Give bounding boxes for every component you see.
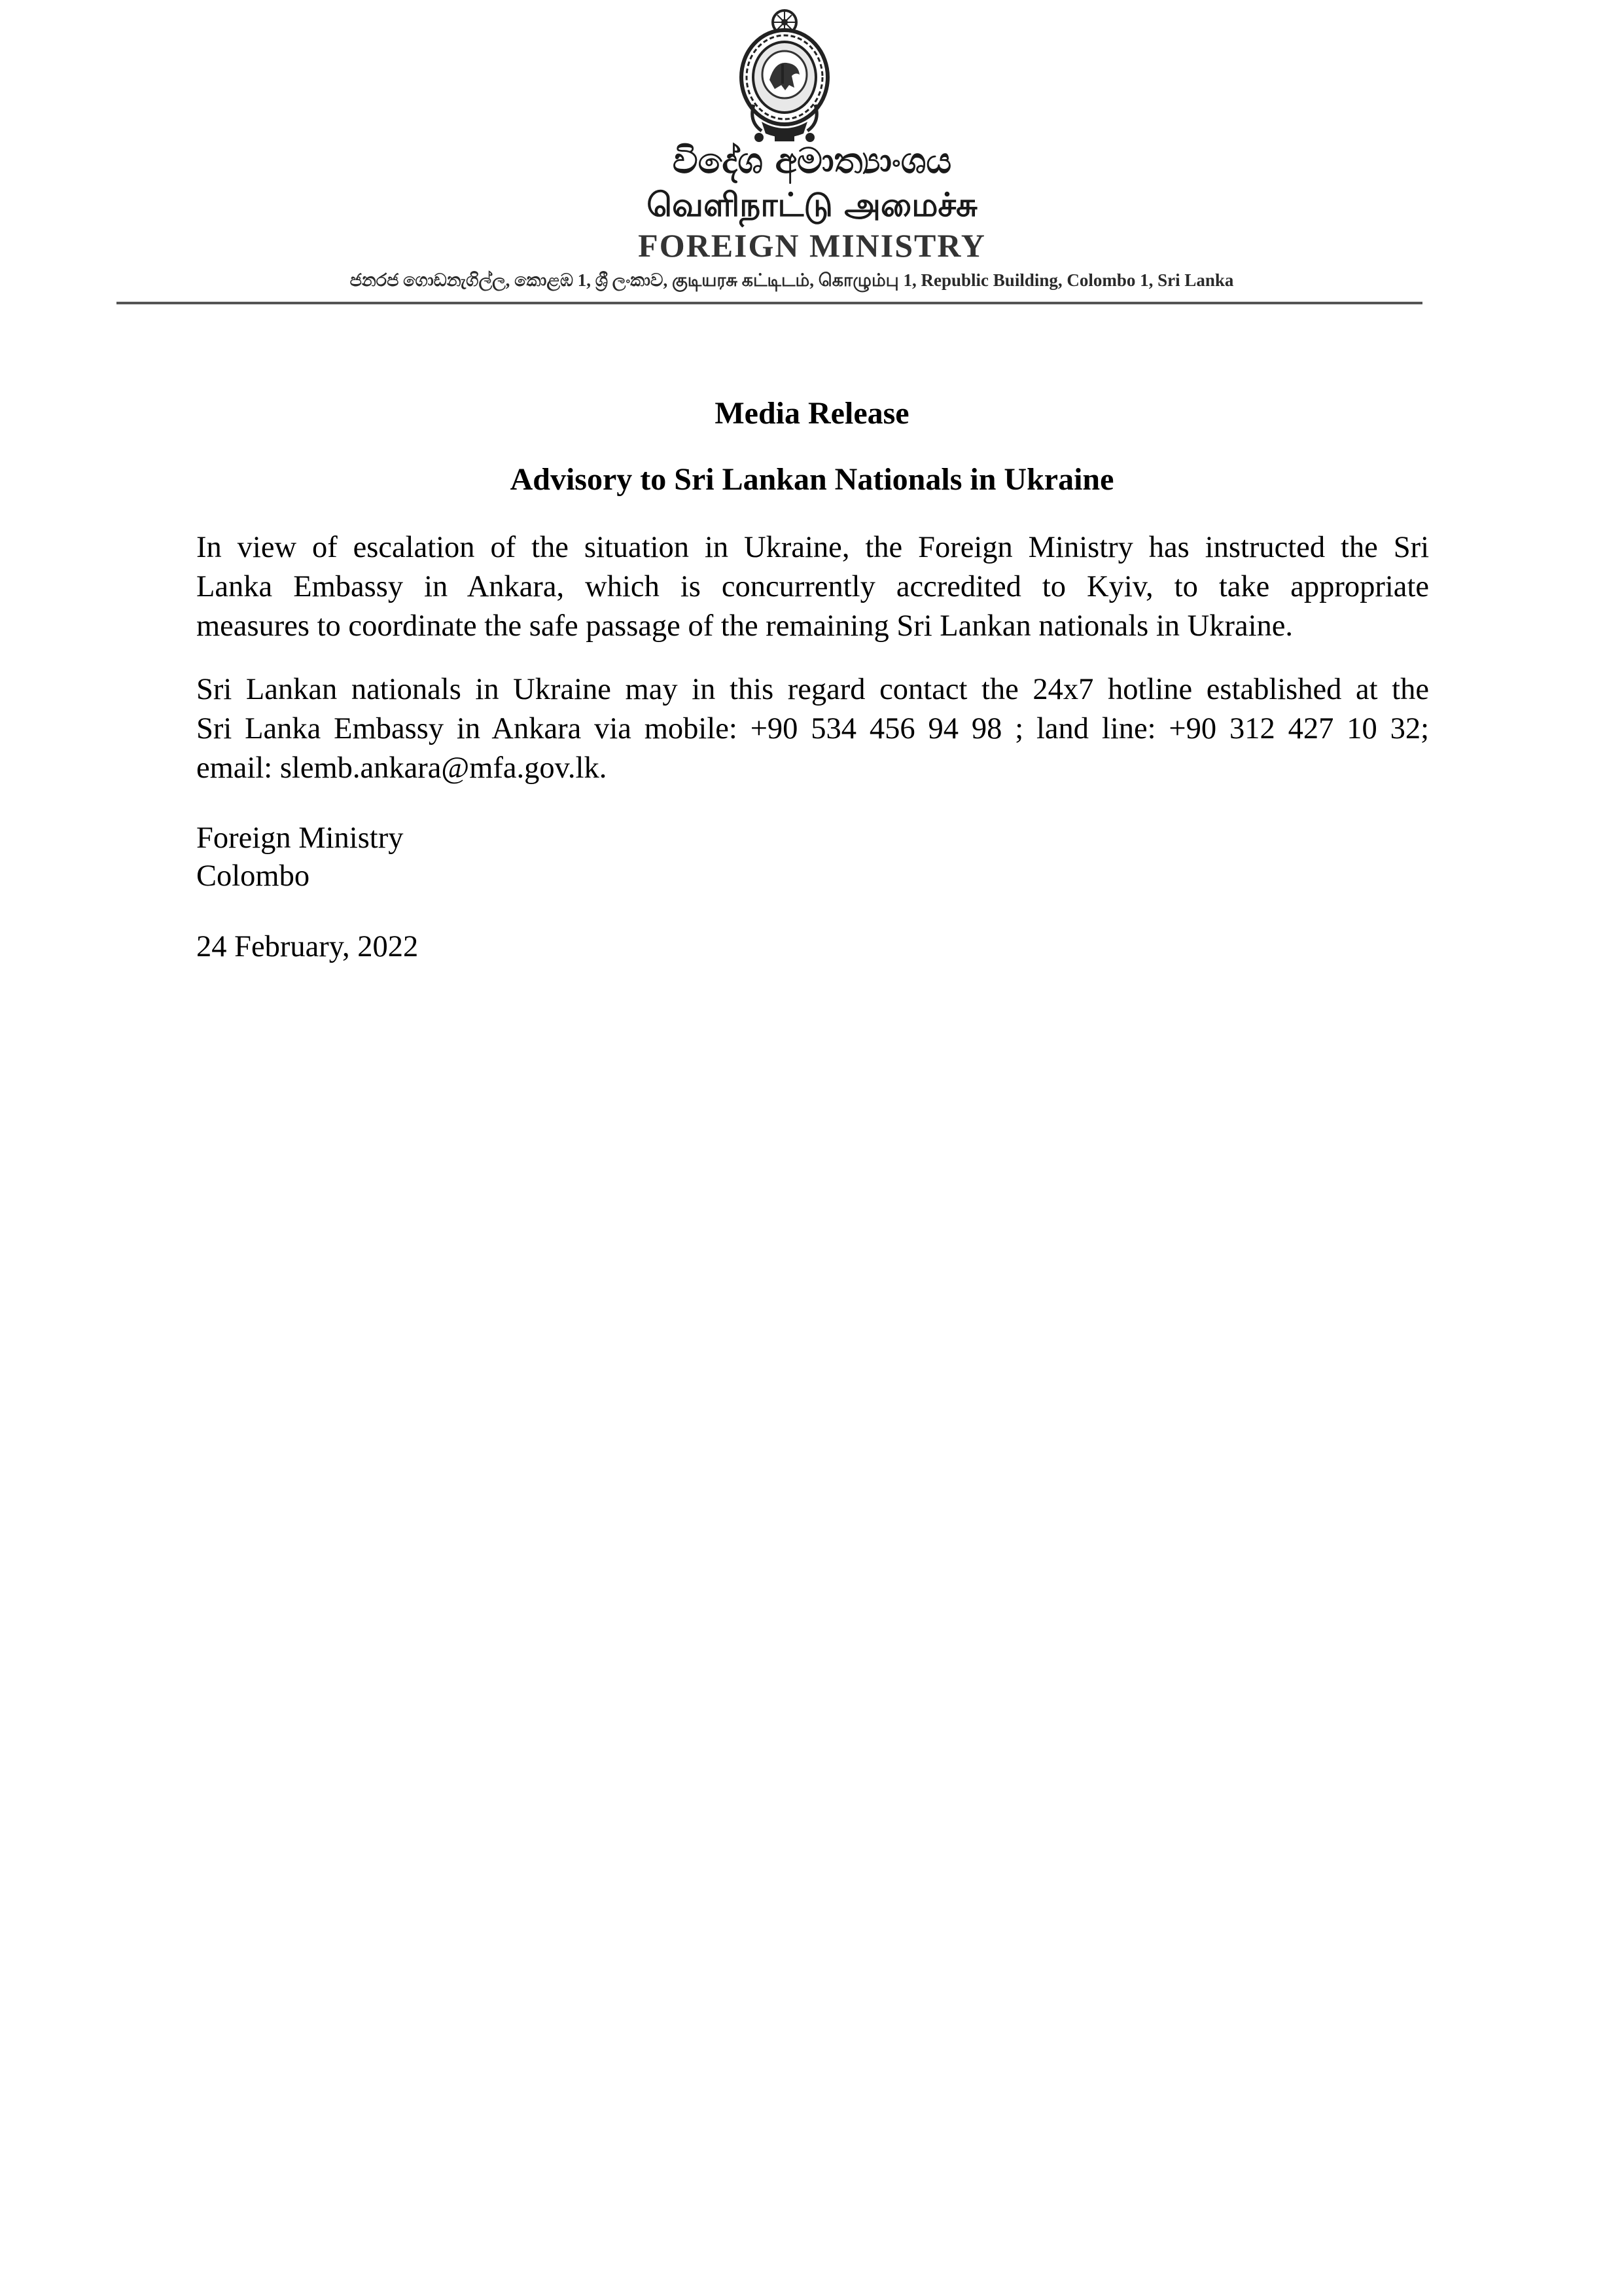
paragraph-situation: [196, 528, 1429, 646]
paragraph-line: measures to coordinate the safe passage of the remaining Sri Lankan nationals in Ukraine.: [196, 609, 1294, 643]
letterhead-divider: [116, 302, 1422, 304]
letterhead-address: ජනරජ ගොඩනැගිල්ල, කොළඹ 1, ශ්‍රී ලංකාව, குடியரசு கட்டிடம், கொழும்பு 1, Republic Building, Colombo 1, Sri Lanka: [349, 270, 1234, 290]
paragraph-line: Lanka Embassy in Ankara, which is concurrently accredited to Kyiv, to take appropriate: [196, 570, 1429, 603]
paragraph-hotline: [196, 670, 1429, 788]
document-heading: Media Release: [715, 396, 909, 431]
signature-city: Colombo: [196, 859, 310, 893]
letterhead-sinhala-name: විදේශ අමාත්‍යාංශය: [672, 140, 952, 181]
document-title: Advisory to Sri Lankan Nationals in Ukraine: [510, 462, 1114, 497]
letterhead-tamil-name: வெளிநாட்டு அமைச்சு: [646, 186, 978, 224]
paragraph-line: Sri Lanka Embassy in Ankara via mobile: +90 534 456 94 98 ; land line: +90 312 427 10 32;: [196, 712, 1429, 745]
letterhead: [0, 0, 1624, 314]
sri-lanka-state-emblem-icon: [735, 7, 834, 145]
paragraph-line: Sri Lankan nationals in Ukraine may in this regard contact the 24x7 hotline established at the: [196, 673, 1429, 706]
release-date: 24 February, 2022: [196, 930, 419, 963]
letterhead-english-name: FOREIGN MINISTRY: [638, 227, 986, 264]
paragraph-line: email: slemb.ankara@mfa.gov.lk.: [196, 751, 607, 785]
paragraph-line: In view of escalation of the situation in Ukraine, the Foreign Ministry has instructed the Sri: [196, 531, 1429, 564]
signature-organization: Foreign Ministry: [196, 821, 404, 855]
